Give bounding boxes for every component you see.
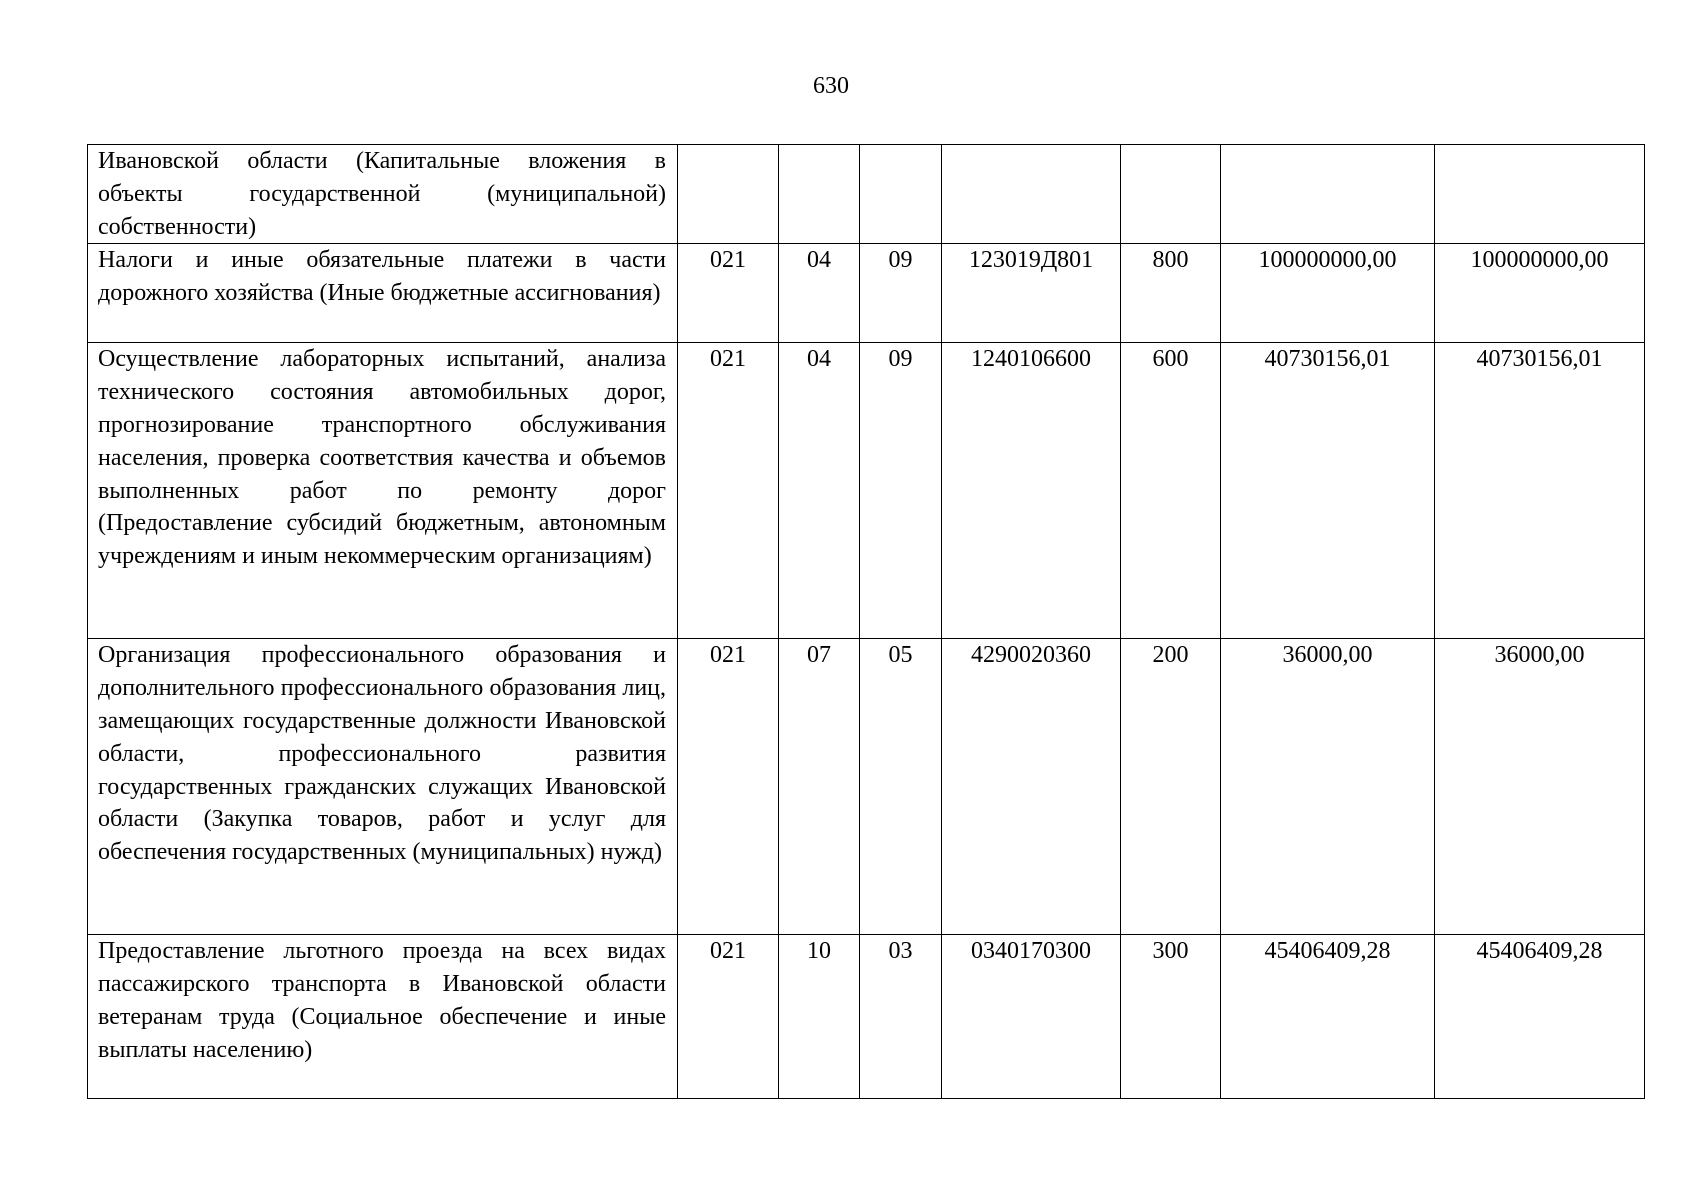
- table-row: [88, 343, 1645, 639]
- subsection-code: 05: [860, 639, 942, 935]
- section-code: 10: [779, 935, 860, 1099]
- budget-table: [87, 144, 1645, 1099]
- ministry-code: 021: [678, 935, 779, 1099]
- table-row: [88, 244, 1645, 343]
- subsection-code: 03: [860, 935, 942, 1099]
- amount-2: 36000,00: [1435, 639, 1645, 935]
- row-description: Организация профессионального образования и дополнительного профессионального образования лиц, замещающих государственные должности Ивановской области, профессионального развития государственных гражданских служащих Ивановской области (Закупка товаров, работ и услуг для обеспечения государственных (муниципальных) нужд): [88, 639, 678, 935]
- amount-2: [1435, 145, 1645, 244]
- section-code: 04: [779, 244, 860, 343]
- table-row: [88, 935, 1645, 1099]
- row-description: Осуществление лабораторных испытаний, анализа технического состояния автомобильных дорог, прогнозирование транспортного обслуживания населения, проверка соответствия качества и объемов выполненных работ по ремонту дорог (Предоставление субсидий бюджетным, автономным учреждениям и иным некоммерческим организациям): [88, 343, 678, 639]
- ministry-code: 021: [678, 244, 779, 343]
- expense-type-code: 300: [1121, 935, 1221, 1099]
- ministry-code: 021: [678, 639, 779, 935]
- amount-1: 100000000,00: [1221, 244, 1435, 343]
- subsection-code: 09: [860, 244, 942, 343]
- section-code: 04: [779, 343, 860, 639]
- ministry-code: [678, 145, 779, 244]
- amount-2: 40730156,01: [1435, 343, 1645, 639]
- expense-type-code: 600: [1121, 343, 1221, 639]
- target-article-code: 4290020360: [942, 639, 1121, 935]
- ministry-code: 021: [678, 343, 779, 639]
- target-article-code: [942, 145, 1121, 244]
- expense-type-code: 200: [1121, 639, 1221, 935]
- amount-1: [1221, 145, 1435, 244]
- amount-2: 45406409,28: [1435, 935, 1645, 1099]
- target-article-code: 0340170300: [942, 935, 1121, 1099]
- amount-1: 45406409,28: [1221, 935, 1435, 1099]
- target-article-code: 123019Д801: [942, 244, 1121, 343]
- amount-1: 36000,00: [1221, 639, 1435, 935]
- section-code: [779, 145, 860, 244]
- amount-1: 40730156,01: [1221, 343, 1435, 639]
- target-article-code: 1240106600: [942, 343, 1121, 639]
- row-description: Предоставление льготного проезда на всех видах пассажирского транспорта в Ивановской области ветеранам труда (Социальное обеспечение и иные выплаты населению): [88, 935, 678, 1099]
- table-row: [88, 145, 1645, 244]
- section-code: 07: [779, 639, 860, 935]
- row-description: Налоги и иные обязательные платежи в части дорожного хозяйства (Иные бюджетные ассигнования): [88, 244, 678, 343]
- row-description: Ивановской области (Капитальные вложения в объекты государственной (муниципальной) собственности): [88, 145, 678, 244]
- expense-type-code: [1121, 145, 1221, 244]
- amount-2: 100000000,00: [1435, 244, 1645, 343]
- expense-type-code: 800: [1121, 244, 1221, 343]
- subsection-code: [860, 145, 942, 244]
- table-row: [88, 639, 1645, 935]
- page-number: 630: [813, 73, 849, 99]
- subsection-code: 09: [860, 343, 942, 639]
